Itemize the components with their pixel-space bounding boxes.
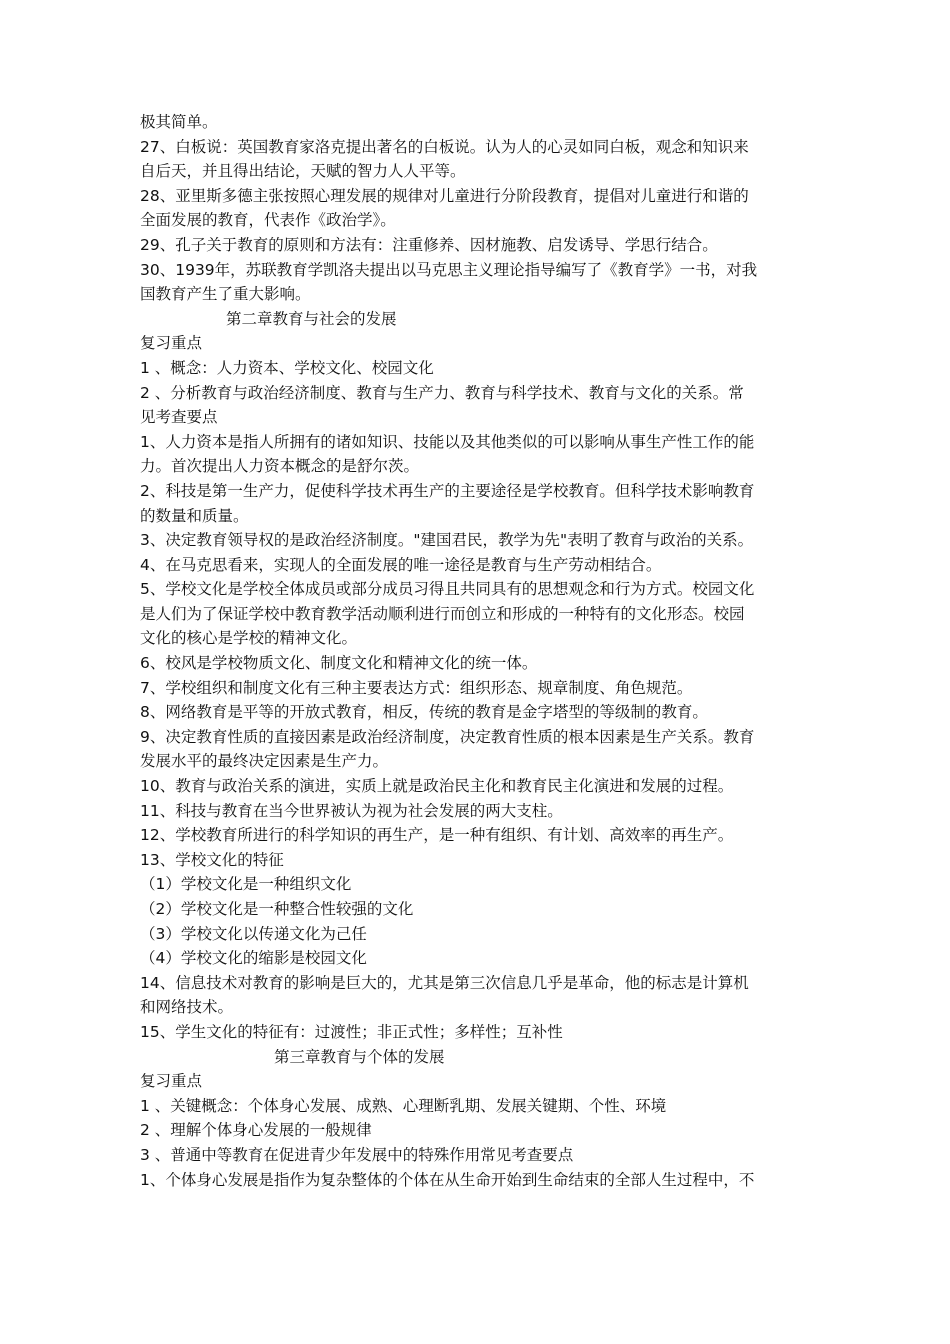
text-line: 7、学校组织和制度文化有三种主要表达方式：组织形态、规章制度、角色规范。 xyxy=(140,678,693,697)
text-line: 国教育产生了重大影响。 xyxy=(140,285,311,304)
text-line: 全面发展的教育，代表作《政治学》。 xyxy=(140,211,396,230)
text-line: 30、1939年，苏联教育学凯洛夫提出以马克思主义理论指导编写了《教育学》一书，对我 xyxy=(140,260,758,279)
text-line: 2、科技是第一生产力，促使科学技术再生产的主要途径是学校教育。但科学技术影响教育 xyxy=(140,481,755,500)
text-line: 1、人力资本是指人所拥有的诸如知识、技能以及其他类似的可以影响从事生产性工作的能 xyxy=(140,432,755,451)
text-line: 1 、概念：人力资本、学校文化、校园文化 xyxy=(140,358,434,377)
text-line: 9、决定教育性质的直接因素是政治经济制度，决定教育性质的根本因素是生产关系。教育 xyxy=(140,727,755,746)
text-line: 11、科技与教育在当今世界被认为视为社会发展的两大支柱。 xyxy=(140,801,563,820)
text-line: 文化的核心是学校的精神文化。 xyxy=(140,629,358,648)
text-line: 自后天，并且得出结论，天赋的智力人人平等。 xyxy=(140,162,466,181)
text-line: 10、教育与政治关系的演进，实质上就是政治民主化和教育民主化演进和发展的过程。 xyxy=(140,777,734,796)
text-line: 和网络技术。 xyxy=(140,998,234,1017)
text-line: 1 、关键概念：个体身心发展、成熟、心理断乳期、发展关键期、个性、环境 xyxy=(140,1096,667,1115)
section-heading: 复习重点 xyxy=(140,334,203,353)
text-line: 2 、理解个体身心发展的一般规律 xyxy=(140,1121,372,1140)
text-line: 27、白板说：英国教育家洛克提出著名的白板说。认为人的心灵如同白板，观念和知识来 xyxy=(140,137,749,156)
text-line: 13、学校文化的特征 xyxy=(140,850,284,869)
text-line: 29、孔子关于教育的原则和方法有：注重修养、因材施教、启发诱导、学思行结合。 xyxy=(140,235,718,254)
text-line: （3）学校文化以传递文化为己任 xyxy=(140,924,367,943)
section-heading: 复习重点 xyxy=(140,1072,203,1091)
text-line: 5、学校文化是学校全体成员或部分成员习得且共同具有的思想观念和行为方式。校园文化 xyxy=(140,580,755,599)
text-line: 6、校风是学校物质文化、制度文化和精神文化的统一体。 xyxy=(140,654,538,673)
text-line: 28、亚里斯多德主张按照心理发展的规律对儿童进行分阶段教育，提倡对儿童进行和谐的 xyxy=(140,186,749,205)
text-line: （2）学校文化是一种整合性较强的文化 xyxy=(140,900,414,918)
text-line: 12、学校教育所进行的科学知识的再生产，是一种有组织、有计划、高效率的再生产。 xyxy=(140,826,734,845)
text-line: 3、决定教育领导权的是政治经济制度。"建国君民，教学为先"表明了教育与政治的关系。 xyxy=(140,531,754,550)
text-line: 2 、分析教育与政治经济制度、教育与生产力、教育与科学技术、教育与文化的关系。常 xyxy=(140,383,744,402)
text-line: 极其简单。 xyxy=(140,113,218,131)
text-line: 8、网络教育是平等的开放式教育，相反，传统的教育是金字塔型的等级制的教育。 xyxy=(140,703,708,722)
text-line: 发展水平的最终决定因素是生产力。 xyxy=(140,752,389,771)
chapter-heading: 第三章教育与个体的发展 xyxy=(274,1047,445,1066)
text-line: 14、信息技术对教育的影响是巨大的，尤其是第三次信息几乎是革命，他的标志是计算机 xyxy=(140,973,749,992)
text-line: 是人们为了保证学校中教育教学活动顺利进行而创立和形成的一种特有的文化形态。校园 xyxy=(140,604,745,623)
text-line: 15、学生文化的特征有：过渡性；非正式性；多样性；互补性 xyxy=(140,1022,563,1041)
text-line: 见考查要点 xyxy=(140,408,218,427)
text-line: 1、个体身心发展是指作为复杂整体的个体在从生命开始到生命结束的全部人生过程中，不 xyxy=(140,1170,755,1189)
text-line: 4、在马克思看来，实现人的全面发展的唯一途径是教育与生产劳动相结合。 xyxy=(140,555,662,574)
text-line: 的数量和质量。 xyxy=(140,506,249,525)
text-line: （1）学校文化是一种组织文化 xyxy=(140,875,352,894)
text-line: 力。首次提出人力资本概念的是舒尔茨。 xyxy=(140,457,420,476)
text-line: 3 、普通中等教育在促进青少年发展中的特殊作用常见考查要点 xyxy=(140,1145,574,1164)
chapter-heading: 第二章教育与社会的发展 xyxy=(226,309,397,328)
text-line: （4）学校文化的缩影是校园文化 xyxy=(140,949,367,968)
